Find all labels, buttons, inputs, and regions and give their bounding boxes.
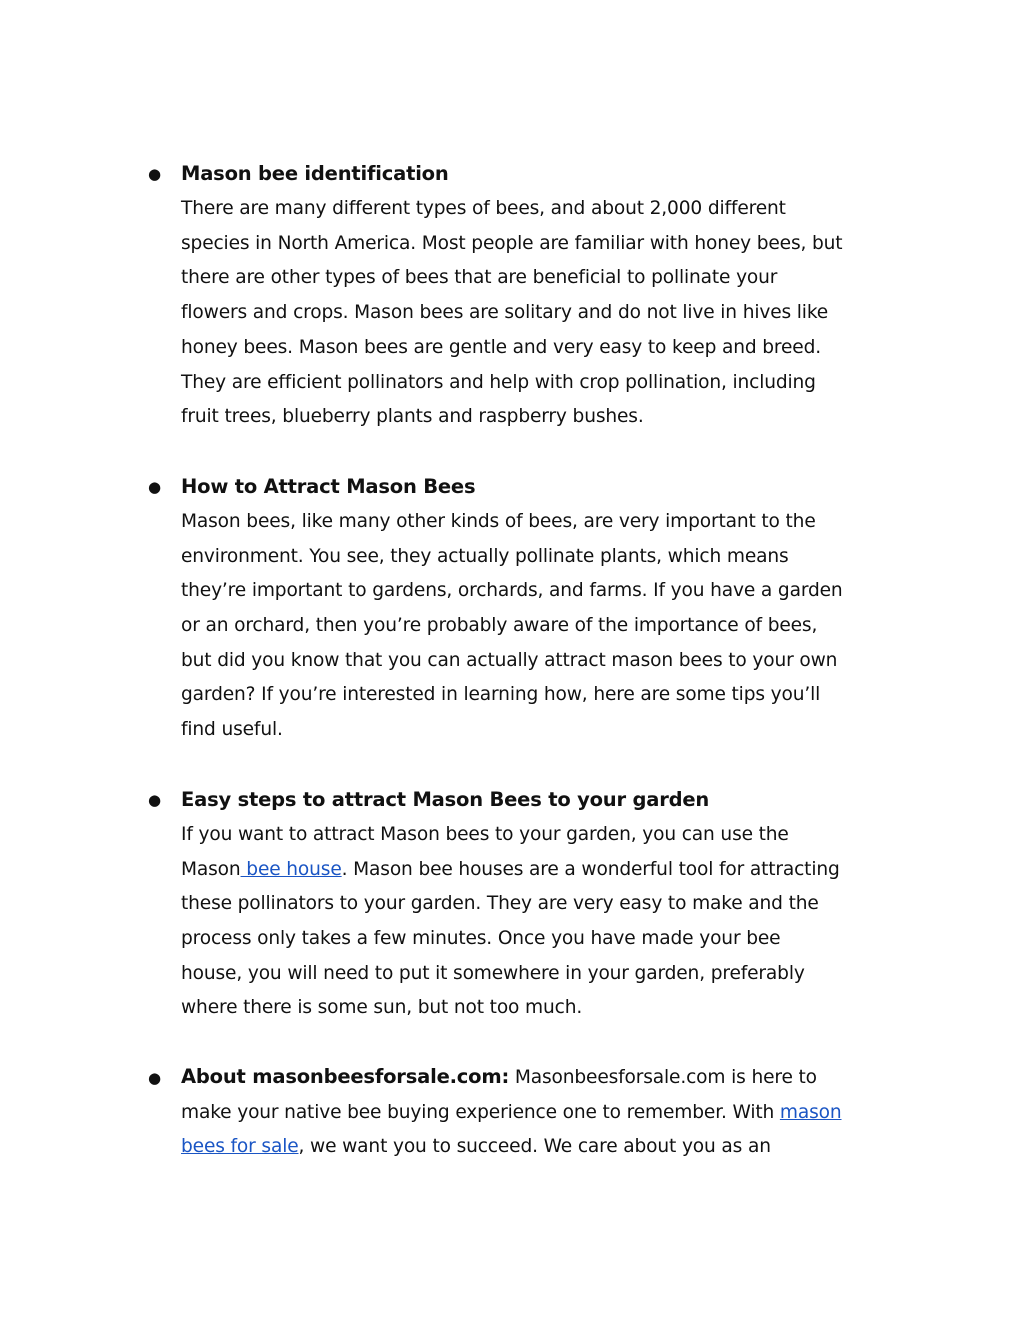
paragraph-line: species in North America. Most people are familiar with honey bees, but (181, 232, 843, 254)
section-heading: Easy steps to attract Mason Bees to your garden (181, 787, 710, 811)
bee-house-link[interactable]: bee house (240, 858, 342, 880)
list-item-easy-steps (148, 782, 908, 1026)
paragraph-line: Mason bees, like many other kinds of bees, are very important to the (181, 510, 816, 532)
paragraph-line: but did you know that you can actually attract mason bees to your own (181, 649, 838, 671)
bullet-icon: ● (148, 477, 162, 496)
list-item-mason-bee-identification (148, 156, 908, 435)
paragraph-line (181, 1096, 908, 1131)
paragraph-line (181, 1130, 908, 1165)
paragraph-line: or an orchard, then you’re probably aware of the importance of bees, (181, 615, 818, 637)
paragraph-line (181, 1060, 908, 1096)
mason-bees-for-sale-link[interactable]: mason (779, 1101, 842, 1123)
paragraph-line: environment. You see, they actually pollinate plants, which means (181, 545, 789, 567)
list-item-about (148, 1060, 908, 1165)
section-heading: Mason bee identification (181, 162, 449, 185)
paragraph-line: find useful. (181, 719, 283, 741)
section-heading: About masonbeesforsale.com: (181, 1065, 510, 1089)
text-span: , we want you to succeed. We care about you as an (298, 1136, 771, 1158)
paragraph-line: If you want to attract Mason bees to your garden, you can use the (181, 823, 789, 845)
list-item-how-to-attract (148, 469, 908, 748)
paragraph-line: process only takes a few minutes. Once you have made your bee (181, 927, 781, 949)
paragraph-line: garden? If you’re interested in learning how, here are some tips you’ll (181, 684, 821, 706)
bullet-list (148, 156, 908, 1199)
bullet-icon: ● (148, 1069, 162, 1088)
paragraph-line: They are efficient pollinators and help with crop pollination, including (181, 371, 816, 393)
text-span: . Mason bee houses are a wonderful tool for attracting (341, 858, 840, 880)
paragraph-line (181, 853, 908, 888)
paragraph-line: fruit trees, blueberry plants and raspberry bushes. (181, 406, 644, 428)
bullet-icon: ● (148, 790, 162, 809)
text-span: make your native bee buying experience one to remember. With (181, 1101, 780, 1123)
paragraph-line: these pollinators to your garden. They are very easy to make and the (181, 893, 819, 915)
paragraph-line: where there is some sun, but not too much. (181, 997, 583, 1019)
paragraph-line: flowers and crops. Mason bees are solitary and do not live in hives like (181, 302, 829, 324)
paragraph-line: There are many different types of bees, and about 2,000 different (181, 198, 786, 219)
paragraph-line: honey bees. Mason bees are gentle and very easy to keep and breed. (181, 336, 822, 358)
paragraph-line: they’re important to gardens, orchards, and farms. If you have a garden (181, 580, 843, 602)
text-span: Mason (181, 858, 241, 880)
paragraph-line: there are other types of bees that are beneficial to pollinate your (181, 267, 778, 289)
text-span: Masonbeesforsale.com is here to (509, 1067, 817, 1089)
bullet-icon: ● (148, 165, 162, 183)
paragraph-line: house, you will need to put it somewhere in your garden, preferably (181, 962, 805, 984)
section-heading: How to Attract Mason Bees (181, 474, 476, 498)
mason-bees-for-sale-link-continued[interactable]: bees for sale (181, 1136, 299, 1158)
